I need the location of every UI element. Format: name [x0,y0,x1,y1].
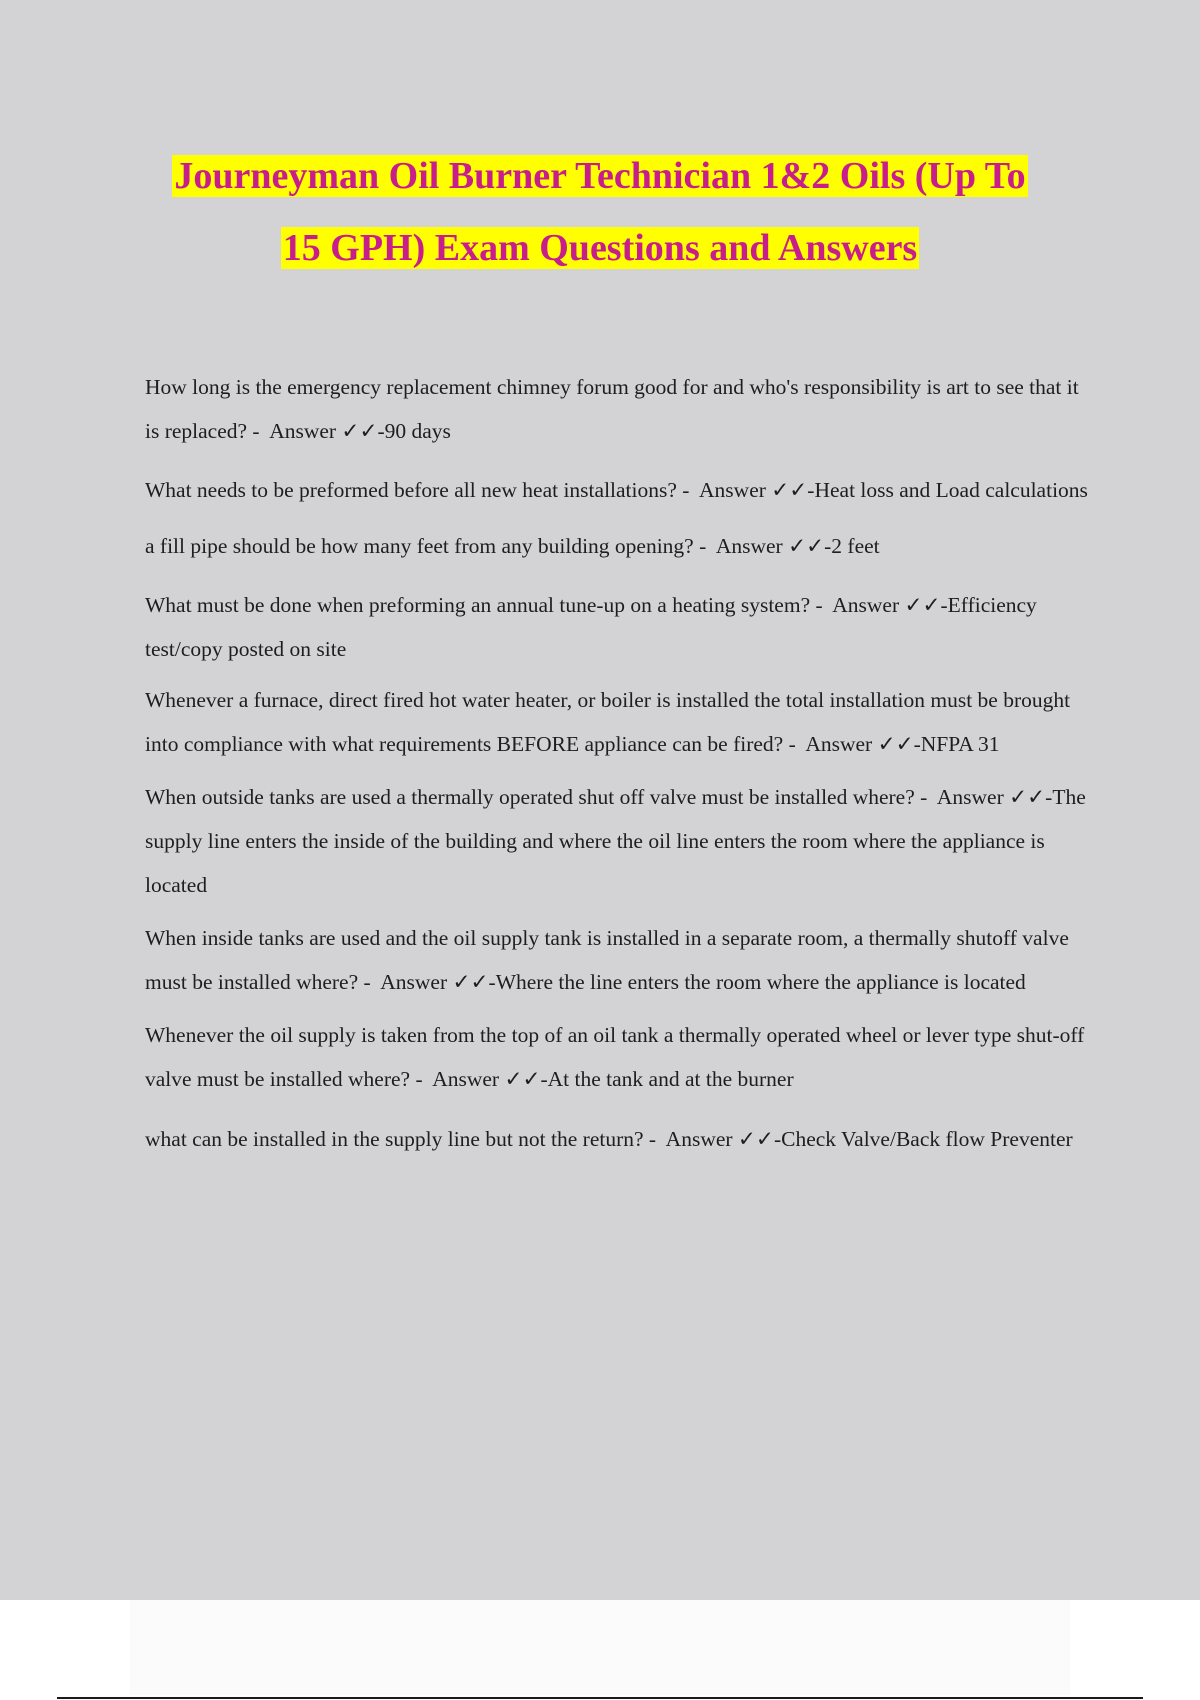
answer-label: Answer ✓✓- [715,534,832,558]
qa-item-2 [145,468,1090,512]
title-line-1: Journeyman Oil Burner Technician 1&2 Oils (Up To [174,155,1026,197]
answer-label: Answer ✓✓- [380,970,496,994]
answer-label: Answer ✓✓- [805,732,921,756]
answer-text: 90 days [384,419,451,443]
question-text: How long is the emergency replacement chimney forum good for and who's responsibility is art to see that it is replaced? - [145,375,1079,443]
qa-item-8 [145,1013,1090,1101]
answer-text: The supply line enters the inside of the building and where the oil line enters the room where the appliance is located [145,785,1086,897]
answer-label: Answer ✓✓- [269,419,385,443]
answer-label: Answer ✓✓- [936,785,1053,809]
question-text: What needs to be preformed before all new heat installations? - [145,478,690,502]
qa-list [145,365,1090,1161]
question-text: Whenever the oil supply is taken from the top of an oil tank a thermally operated wheel or lever type shut-off valve must be installed where? - [145,1023,1085,1091]
qa-item-5 [145,678,1090,766]
answer-text: Check Valve/Back flow Preventer [781,1127,1073,1151]
answer-label: Answer ✓✓- [699,478,815,502]
answer-text: 2 feet [831,534,880,558]
answer-label: Answer ✓✓- [432,1067,548,1091]
answer-text: NFPA 31 [920,732,1000,756]
question-text: Whenever a furnace, direct fired hot water heater, or boiler is installed the total installation must be brought into compliance with what requirements BEFORE appliance can be fired? - [145,688,1071,756]
qa-item-6 [145,775,1090,907]
question-text: what can be installed in the supply line but not the return? - [145,1127,657,1151]
question-text: When inside tanks are used and the oil supply tank is installed in a separate room, a thermally shutoff valve must be installed where? - [145,926,1069,994]
qa-item-3 [145,524,1090,568]
qa-item-1 [145,365,1090,453]
qa-item-7 [145,916,1090,1004]
answer-text: Efficiency test/copy posted on site [145,593,1037,661]
title-line-2: 15 GPH) Exam Questions and Answers [282,227,918,269]
question-text: When outside tanks are used a thermally operated shut off valve must be installed where? - [145,785,928,809]
qa-item-4 [145,583,1090,671]
document-title [60,140,1140,284]
answer-label: Answer ✓✓- [665,1127,782,1151]
question-text: a fill pipe should be how many feet from any building opening? - [145,534,707,558]
page-divider [57,1697,1143,1699]
answer-text: Where the line enters the room where the appliance is located [495,970,1026,994]
qa-item-9 [145,1117,1090,1161]
question-text: What must be done when preforming an annual tune-up on a heating system? - [145,593,823,617]
answer-text: Heat loss and Load calculations [814,478,1088,502]
answer-label: Answer ✓✓- [832,593,948,617]
next-page-strip [130,1600,1070,1695]
answer-text: At the tank and at the burner [547,1067,794,1091]
